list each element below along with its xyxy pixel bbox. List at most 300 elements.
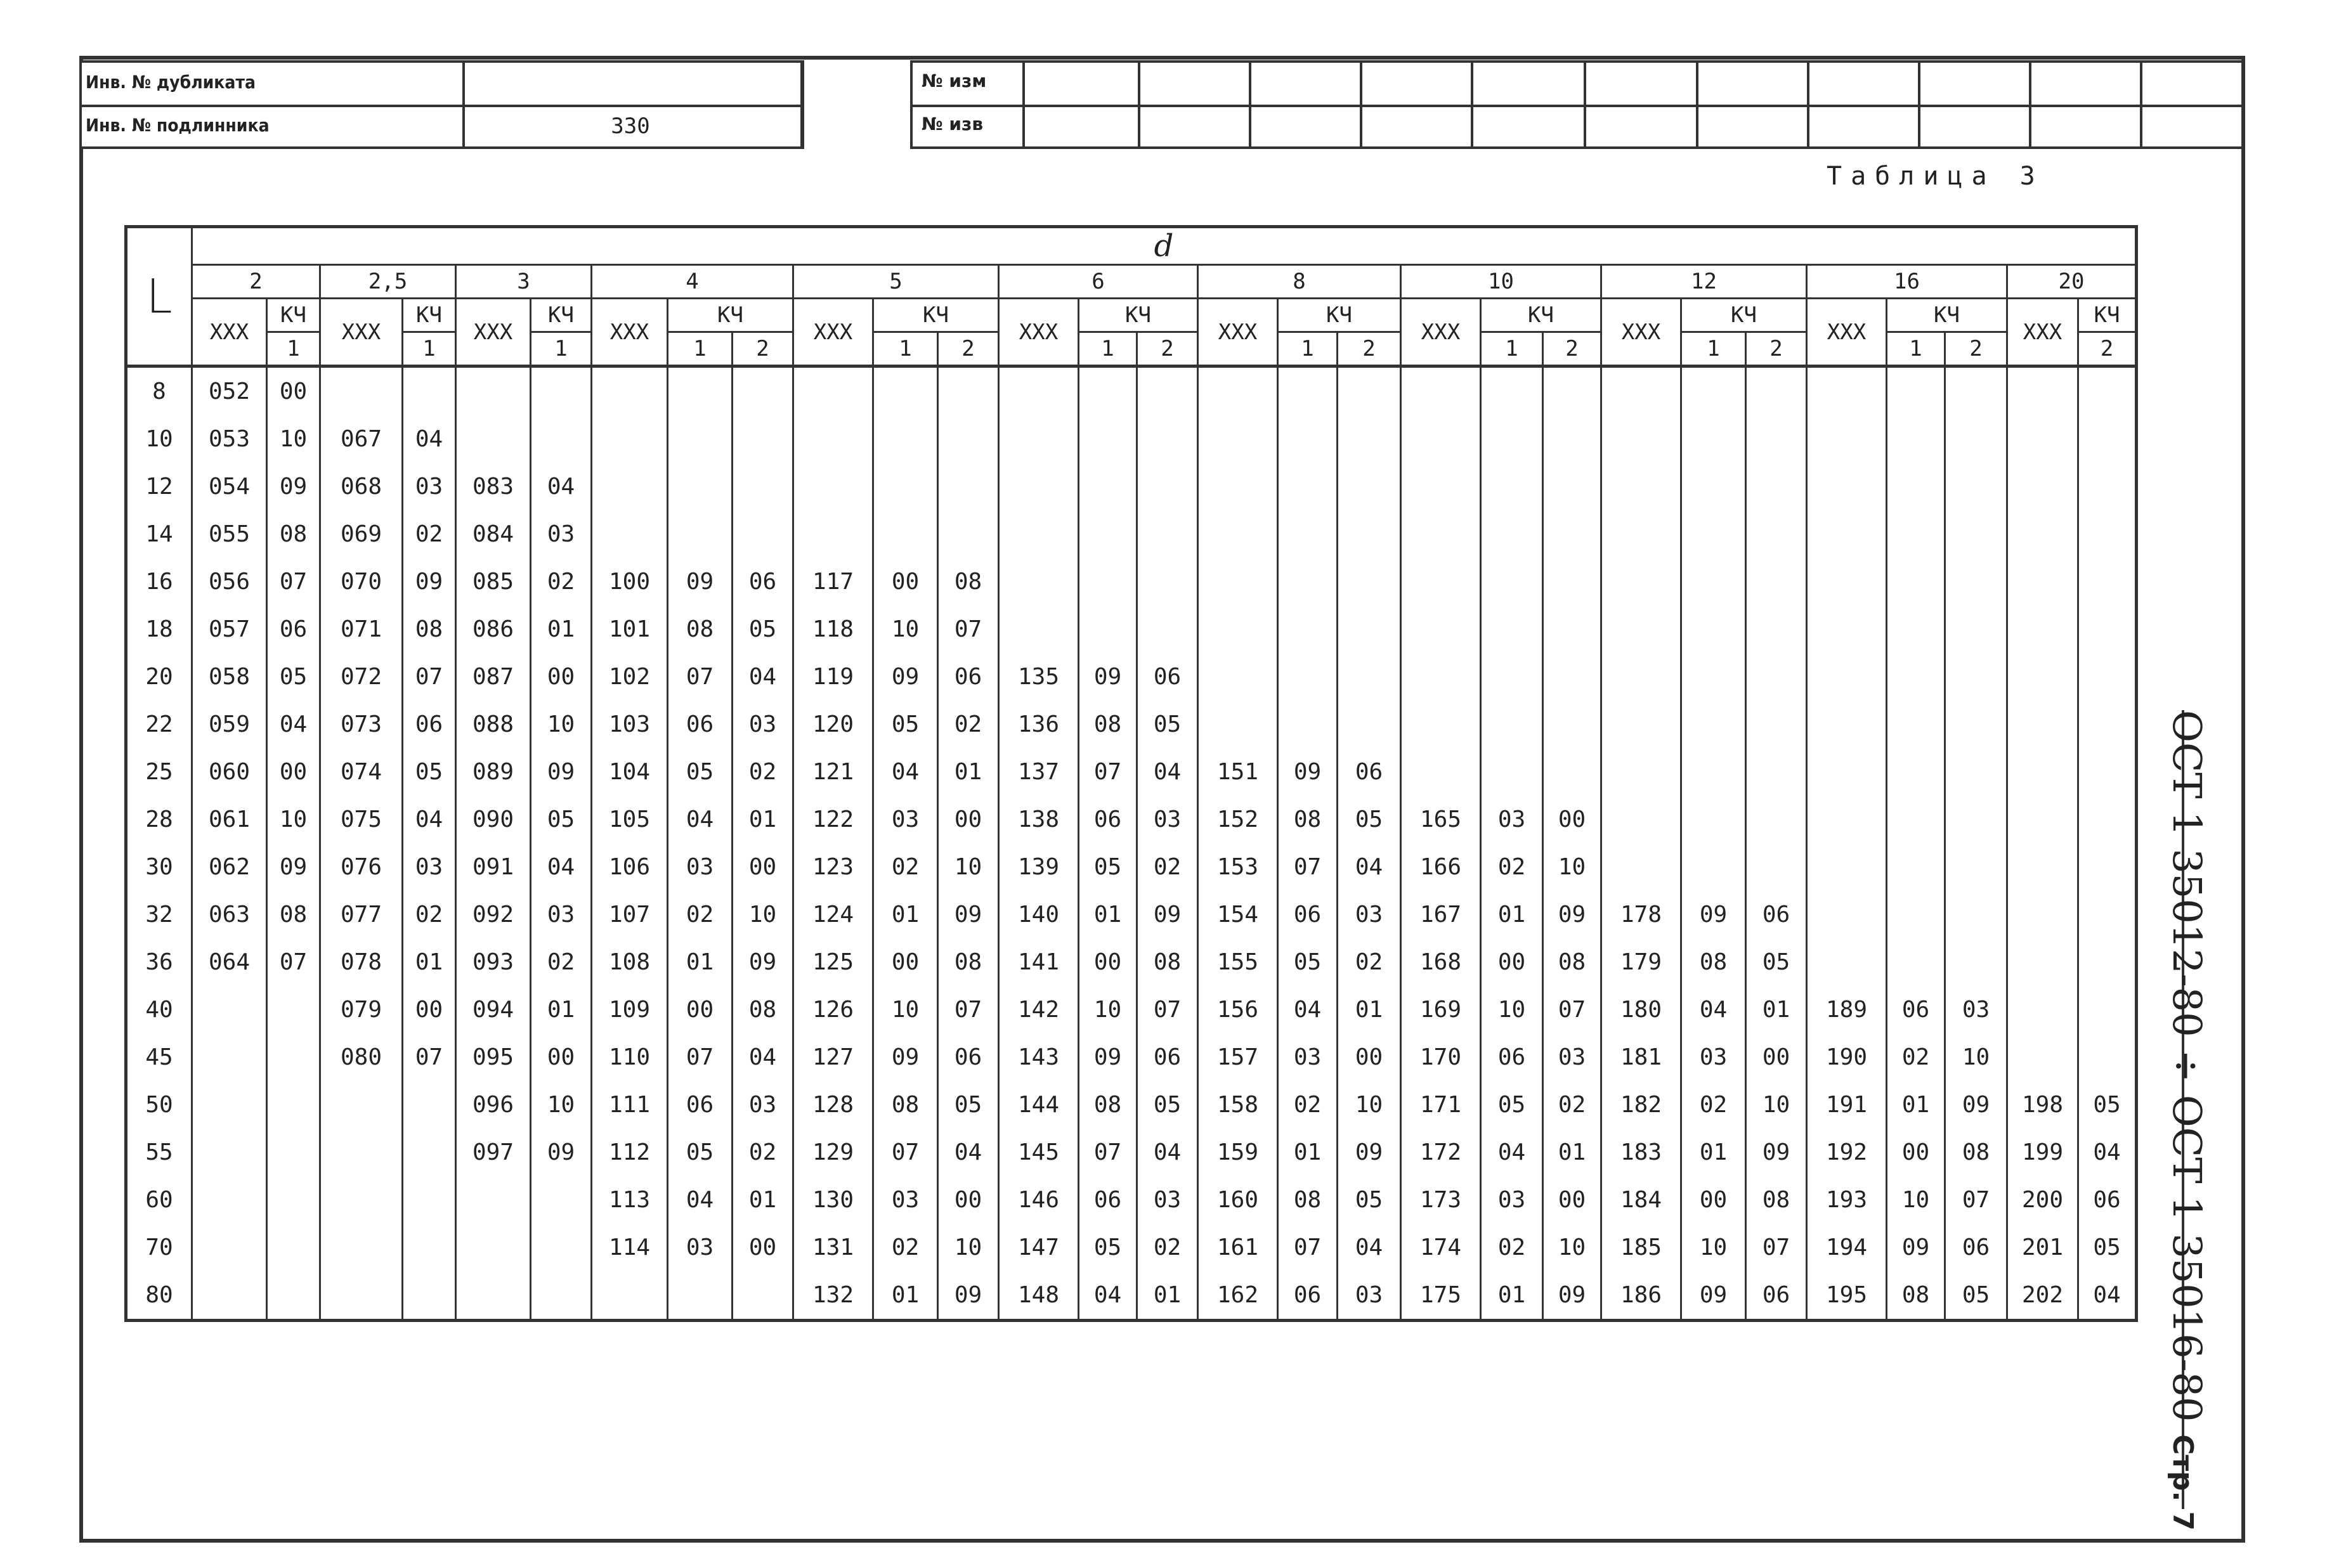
table-cell: 03 bbox=[733, 1081, 793, 1129]
table-cell bbox=[1945, 843, 2007, 891]
table-cell: 059 bbox=[192, 701, 267, 748]
table-cell: 03 bbox=[1481, 796, 1543, 843]
table-cell: 03 bbox=[733, 701, 793, 748]
table-cell bbox=[1945, 463, 2007, 510]
cell-length: 20 bbox=[126, 653, 192, 701]
table-cell bbox=[2078, 558, 2137, 606]
table-cell: 068 bbox=[320, 463, 403, 510]
table-cell: 09 bbox=[873, 653, 938, 701]
table-cell: 179 bbox=[1601, 938, 1681, 986]
table-cell bbox=[1338, 463, 1401, 510]
table-cell bbox=[1543, 415, 1601, 463]
table-cell: 07 bbox=[1746, 1224, 1807, 1271]
table-cell: 09 bbox=[267, 463, 320, 510]
inventory-stamp bbox=[79, 60, 804, 149]
table-cell: 04 bbox=[1338, 1224, 1401, 1271]
table-cell: 105 bbox=[592, 796, 668, 843]
header-diameter: 20 bbox=[2007, 265, 2137, 299]
table-cell: 09 bbox=[1945, 1081, 2007, 1129]
table-cell bbox=[1807, 938, 1887, 986]
table-cell: 108 bbox=[592, 938, 668, 986]
table-cell: 169 bbox=[1401, 986, 1481, 1033]
table-cell: 180 bbox=[1601, 986, 1681, 1033]
table-cell: 05 bbox=[1945, 1271, 2007, 1321]
stamp-col-line bbox=[2029, 63, 2031, 146]
table-cell bbox=[1887, 891, 1945, 938]
table-cell bbox=[2007, 891, 2078, 938]
table-cell bbox=[1807, 463, 1887, 510]
table-cell bbox=[1481, 558, 1543, 606]
table-cell: 09 bbox=[1079, 653, 1137, 701]
table-cell: 08 bbox=[267, 510, 320, 558]
table-cell: 074 bbox=[320, 748, 403, 796]
table-cell bbox=[1681, 796, 1746, 843]
table-cell bbox=[1681, 653, 1746, 701]
table-cell bbox=[1681, 463, 1746, 510]
table-cell: 06 bbox=[1481, 1033, 1543, 1081]
table-cell: 101 bbox=[592, 606, 668, 653]
table-cell bbox=[1481, 653, 1543, 701]
table-cell bbox=[1945, 510, 2007, 558]
table-cell: 140 bbox=[999, 891, 1079, 938]
side-designation bbox=[2164, 710, 2210, 1531]
table-cell bbox=[456, 1224, 531, 1271]
table-row bbox=[126, 653, 2137, 701]
table-cell: 05 bbox=[1338, 796, 1401, 843]
table-cell: 01 bbox=[1137, 1271, 1198, 1321]
table-cell: 06 bbox=[1278, 891, 1338, 938]
table-cell bbox=[192, 1129, 267, 1176]
table-cell bbox=[1198, 463, 1278, 510]
table-cell bbox=[1746, 701, 1807, 748]
table-cell: 057 bbox=[192, 606, 267, 653]
table-cell: 071 bbox=[320, 606, 403, 653]
table-cell: 04 bbox=[267, 701, 320, 748]
table-cell: 190 bbox=[1807, 1033, 1887, 1081]
table-cell bbox=[192, 1176, 267, 1224]
table-cell bbox=[320, 1224, 403, 1271]
cell-length: 55 bbox=[126, 1129, 192, 1176]
table-cell bbox=[1338, 653, 1401, 701]
table-cell: 03 bbox=[403, 463, 456, 510]
table-cell: 079 bbox=[320, 986, 403, 1033]
table-cell bbox=[793, 415, 873, 463]
table-cell bbox=[2078, 891, 2137, 938]
table-cell bbox=[1079, 606, 1137, 653]
table-row bbox=[126, 843, 2137, 891]
table-cell bbox=[938, 510, 999, 558]
table-cell: 162 bbox=[1198, 1271, 1278, 1321]
table-cell: 08 bbox=[1278, 1176, 1338, 1224]
table-cell: 172 bbox=[1401, 1129, 1481, 1176]
table-cell: 184 bbox=[1601, 1176, 1681, 1224]
table-cell bbox=[1807, 653, 1887, 701]
table-cell: 07 bbox=[1945, 1176, 2007, 1224]
table-cell bbox=[1543, 748, 1601, 796]
table-cell bbox=[1338, 366, 1401, 416]
table-cell bbox=[1137, 415, 1198, 463]
table-cell bbox=[1807, 366, 1887, 416]
table-cell: 118 bbox=[793, 606, 873, 653]
table-cell: 07 bbox=[267, 938, 320, 986]
table-cell bbox=[1543, 701, 1601, 748]
table-cell: 04 bbox=[2078, 1129, 2137, 1176]
header-kch-sub: 1 bbox=[1887, 332, 1945, 366]
table-cell: 09 bbox=[1543, 891, 1601, 938]
table-cell: 129 bbox=[793, 1129, 873, 1176]
table-cell: 07 bbox=[1278, 1224, 1338, 1271]
header-kch: КЧ bbox=[1887, 299, 2007, 332]
table-cell: 07 bbox=[1278, 843, 1338, 891]
table-cell: 111 bbox=[592, 1081, 668, 1129]
table-cell bbox=[1401, 558, 1481, 606]
table-cell: 09 bbox=[531, 748, 592, 796]
table-cell: 08 bbox=[668, 606, 733, 653]
table-cell bbox=[1278, 606, 1338, 653]
table-cell: 085 bbox=[456, 558, 531, 606]
table-cell: 00 bbox=[733, 1224, 793, 1271]
table-cell bbox=[873, 510, 938, 558]
table-cell: 130 bbox=[793, 1176, 873, 1224]
table-row bbox=[126, 938, 2137, 986]
revision-stamp bbox=[910, 60, 2245, 149]
table-cell bbox=[873, 366, 938, 416]
table-cell bbox=[1601, 843, 1681, 891]
stamp-col-line bbox=[1584, 63, 1586, 146]
table-cell: 090 bbox=[456, 796, 531, 843]
table-cell bbox=[1338, 510, 1401, 558]
table-cell bbox=[2078, 701, 2137, 748]
table-cell bbox=[1278, 558, 1338, 606]
table-cell bbox=[1079, 415, 1137, 463]
table-row bbox=[126, 891, 2137, 938]
table-cell: 10 bbox=[1338, 1081, 1401, 1129]
table-cell: 200 bbox=[2007, 1176, 2078, 1224]
table-cell: 00 bbox=[1481, 938, 1543, 986]
table-cell bbox=[592, 1271, 668, 1321]
table-cell: 08 bbox=[1278, 796, 1338, 843]
table-cell: 03 bbox=[668, 843, 733, 891]
table-cell bbox=[1887, 653, 1945, 701]
table-row bbox=[126, 1224, 2137, 1271]
table-cell: 00 bbox=[1338, 1033, 1401, 1081]
header-diameter: 12 bbox=[1601, 265, 1807, 299]
table-cell bbox=[1481, 366, 1543, 416]
table-cell bbox=[1945, 748, 2007, 796]
table-cell: 09 bbox=[1079, 1033, 1137, 1081]
table-cell bbox=[320, 1271, 403, 1321]
table-cell: 04 bbox=[668, 1176, 733, 1224]
table-cell: 10 bbox=[267, 415, 320, 463]
table-cell: 156 bbox=[1198, 986, 1278, 1033]
table-cell: 05 bbox=[2078, 1081, 2137, 1129]
table-cell: 04 bbox=[1481, 1129, 1543, 1176]
table-cell: 120 bbox=[793, 701, 873, 748]
table-cell bbox=[1543, 653, 1601, 701]
table-cell: 195 bbox=[1807, 1271, 1887, 1321]
header-xxx: ХХХ bbox=[1401, 299, 1481, 366]
table-cell bbox=[403, 1224, 456, 1271]
table-cell: 09 bbox=[733, 938, 793, 986]
table-cell: 01 bbox=[733, 796, 793, 843]
table-cell: 053 bbox=[192, 415, 267, 463]
table-cell: 05 bbox=[1481, 1081, 1543, 1129]
table-cell: 02 bbox=[1338, 938, 1401, 986]
table-cell bbox=[1601, 463, 1681, 510]
table-cell bbox=[2078, 510, 2137, 558]
header-xxx: ХХХ bbox=[1198, 299, 1278, 366]
table-cell bbox=[1198, 510, 1278, 558]
table-cell: 06 bbox=[1945, 1224, 2007, 1271]
header-xxx: ХХХ bbox=[1807, 299, 1887, 366]
header-kch: КЧ bbox=[1079, 299, 1198, 332]
table-cell bbox=[1746, 748, 1807, 796]
table-cell: 064 bbox=[192, 938, 267, 986]
table-row bbox=[126, 606, 2137, 653]
table-cell: 10 bbox=[873, 606, 938, 653]
table-cell: 08 bbox=[938, 938, 999, 986]
header-kch-sub: 1 bbox=[403, 332, 456, 366]
table-cell bbox=[267, 1271, 320, 1321]
table-cell bbox=[1746, 606, 1807, 653]
table-cell: 02 bbox=[1278, 1081, 1338, 1129]
stamp-col-line bbox=[2140, 63, 2142, 146]
table-cell: 09 bbox=[1681, 891, 1746, 938]
table-cell bbox=[938, 463, 999, 510]
table-cell bbox=[1338, 415, 1401, 463]
table-cell: 077 bbox=[320, 891, 403, 938]
table-cell bbox=[1079, 558, 1137, 606]
table-row bbox=[126, 748, 2137, 796]
table-cell bbox=[1137, 463, 1198, 510]
header-diameter: 8 bbox=[1198, 265, 1401, 299]
inv-podlinnik-label: Инв. № подлинника bbox=[86, 115, 270, 136]
table-cell: 03 bbox=[1338, 891, 1401, 938]
header-kch: КЧ bbox=[668, 299, 793, 332]
table-cell bbox=[1278, 510, 1338, 558]
table-cell: 113 bbox=[592, 1176, 668, 1224]
table-cell: 05 bbox=[668, 1129, 733, 1176]
table-cell: 04 bbox=[1137, 748, 1198, 796]
table-cell bbox=[1338, 606, 1401, 653]
table-cell bbox=[2078, 843, 2137, 891]
table-cell: 07 bbox=[873, 1129, 938, 1176]
table-cell: 166 bbox=[1401, 843, 1481, 891]
table-cell: 03 bbox=[1137, 1176, 1198, 1224]
table-cell: 144 bbox=[999, 1081, 1079, 1129]
table-cell bbox=[2007, 606, 2078, 653]
table-cell: 173 bbox=[1401, 1176, 1481, 1224]
table-cell bbox=[1137, 606, 1198, 653]
cell-length: 14 bbox=[126, 510, 192, 558]
table-cell bbox=[592, 366, 668, 416]
stamp-col-line bbox=[1696, 63, 1698, 146]
table-cell bbox=[938, 366, 999, 416]
table-cell: 03 bbox=[531, 891, 592, 938]
table-cell: 02 bbox=[1543, 1081, 1601, 1129]
table-cell: 02 bbox=[531, 558, 592, 606]
table-cell: 109 bbox=[592, 986, 668, 1033]
table-cell: 086 bbox=[456, 606, 531, 653]
table-cell: 08 bbox=[403, 606, 456, 653]
table-cell: 165 bbox=[1401, 796, 1481, 843]
table-row bbox=[126, 558, 2137, 606]
header-kch: КЧ bbox=[403, 299, 456, 332]
cell-length: 60 bbox=[126, 1176, 192, 1224]
table-cell bbox=[1681, 701, 1746, 748]
table-row bbox=[126, 366, 2137, 416]
table-cell: 04 bbox=[733, 1033, 793, 1081]
table-cell bbox=[1887, 366, 1945, 416]
header-L: L bbox=[126, 227, 192, 366]
table-cell bbox=[531, 1271, 592, 1321]
table-cell bbox=[456, 1176, 531, 1224]
table-row bbox=[126, 415, 2137, 463]
table-cell: 02 bbox=[403, 510, 456, 558]
table-cell bbox=[1746, 415, 1807, 463]
header-xxx: ХХХ bbox=[192, 299, 267, 366]
cell-length: 16 bbox=[126, 558, 192, 606]
header-kch-sub: 2 bbox=[1338, 332, 1401, 366]
table-cell bbox=[456, 366, 531, 416]
table-cell: 075 bbox=[320, 796, 403, 843]
table-cell bbox=[2078, 796, 2137, 843]
header-kch: КЧ bbox=[531, 299, 592, 332]
table-cell: 05 bbox=[531, 796, 592, 843]
table-cell bbox=[999, 366, 1079, 416]
table-cell: 07 bbox=[1079, 748, 1137, 796]
table-cell bbox=[2078, 366, 2137, 416]
header-kch-sub: 2 bbox=[938, 332, 999, 366]
table-cell bbox=[999, 510, 1079, 558]
table-cell bbox=[1278, 463, 1338, 510]
header-kch: КЧ bbox=[873, 299, 999, 332]
cell-length: 70 bbox=[126, 1224, 192, 1271]
table-cell bbox=[1198, 653, 1278, 701]
header-kch-sub: 1 bbox=[1481, 332, 1543, 366]
table-cell: 201 bbox=[2007, 1224, 2078, 1271]
table-cell bbox=[1601, 606, 1681, 653]
table-cell bbox=[1681, 415, 1746, 463]
table-cell: 07 bbox=[1137, 986, 1198, 1033]
table-cell: 02 bbox=[668, 891, 733, 938]
table-cell: 104 bbox=[592, 748, 668, 796]
table-cell: 128 bbox=[793, 1081, 873, 1129]
cell-length: 25 bbox=[126, 748, 192, 796]
table-cell bbox=[1401, 510, 1481, 558]
table-cell: 01 bbox=[1278, 1129, 1338, 1176]
table-cell: 00 bbox=[938, 796, 999, 843]
table-cell: 01 bbox=[1746, 986, 1807, 1033]
table-cell bbox=[1945, 653, 2007, 701]
table-cell bbox=[1401, 606, 1481, 653]
table-cell: 198 bbox=[2007, 1081, 2078, 1129]
table-cell: 01 bbox=[531, 986, 592, 1033]
table-cell: 08 bbox=[1681, 938, 1746, 986]
table-cell bbox=[403, 1271, 456, 1321]
table-cell bbox=[1338, 701, 1401, 748]
table-cell bbox=[1746, 843, 1807, 891]
table-cell bbox=[1807, 415, 1887, 463]
table-cell bbox=[1807, 558, 1887, 606]
table-cell bbox=[403, 1129, 456, 1176]
table-cell: 05 bbox=[1278, 938, 1338, 986]
table-cell: 157 bbox=[1198, 1033, 1278, 1081]
header-xxx: ХХХ bbox=[999, 299, 1079, 366]
table-row bbox=[126, 1033, 2137, 1081]
table-cell bbox=[1746, 558, 1807, 606]
stamp-hline bbox=[913, 105, 2241, 107]
header-kch-sub: 1 bbox=[1278, 332, 1338, 366]
table-cell bbox=[2078, 463, 2137, 510]
table-cell: 01 bbox=[1481, 1271, 1543, 1321]
table-cell: 00 bbox=[1543, 1176, 1601, 1224]
table-cell: 06 bbox=[2078, 1176, 2137, 1224]
table-cell: 10 bbox=[267, 796, 320, 843]
table-cell bbox=[999, 463, 1079, 510]
table-cell bbox=[1137, 366, 1198, 416]
cell-length: 80 bbox=[126, 1271, 192, 1321]
header-kch-sub: 1 bbox=[1079, 332, 1137, 366]
table-cell bbox=[192, 1081, 267, 1129]
table-cell bbox=[267, 1081, 320, 1129]
header-diameter: 16 bbox=[1807, 265, 2007, 299]
stamp-row-dublikat bbox=[82, 63, 800, 107]
table-cell: 08 bbox=[1079, 701, 1137, 748]
table-row bbox=[126, 510, 2137, 558]
table-cell: 04 bbox=[1079, 1271, 1137, 1321]
table-cell bbox=[531, 366, 592, 416]
header-xxx: ХХХ bbox=[320, 299, 403, 366]
table-cell bbox=[1807, 606, 1887, 653]
table-cell: 04 bbox=[1278, 986, 1338, 1033]
table-cell: 154 bbox=[1198, 891, 1278, 938]
table-cell bbox=[1807, 701, 1887, 748]
table-cell: 06 bbox=[1278, 1271, 1338, 1321]
table-cell: 02 bbox=[733, 1129, 793, 1176]
inv-podlinnik-value: 330 bbox=[611, 113, 650, 139]
table-cell bbox=[733, 366, 793, 416]
table-cell: 110 bbox=[592, 1033, 668, 1081]
header-kch-sub: 1 bbox=[531, 332, 592, 366]
table-cell: 170 bbox=[1401, 1033, 1481, 1081]
table-cell bbox=[1079, 463, 1137, 510]
table-cell: 09 bbox=[267, 843, 320, 891]
table-cell: 02 bbox=[873, 1224, 938, 1271]
header-row-codes bbox=[126, 299, 2137, 332]
table-cell: 00 bbox=[531, 653, 592, 701]
table-cell: 123 bbox=[793, 843, 873, 891]
table-cell: 175 bbox=[1401, 1271, 1481, 1321]
table-cell: 08 bbox=[267, 891, 320, 938]
table-cell bbox=[873, 463, 938, 510]
inv-dublikat-label: Инв. № дубликата bbox=[86, 72, 256, 93]
table-cell: 096 bbox=[456, 1081, 531, 1129]
table-cell bbox=[1746, 463, 1807, 510]
table-cell: 05 bbox=[938, 1081, 999, 1129]
table-cell: 04 bbox=[2078, 1271, 2137, 1321]
stamp-col-line bbox=[1918, 63, 1920, 146]
table-cell: 06 bbox=[1137, 1033, 1198, 1081]
table-cell: 01 bbox=[1481, 891, 1543, 938]
table-cell: 05 bbox=[873, 701, 938, 748]
table-cell: 06 bbox=[668, 701, 733, 748]
header-d: d bbox=[192, 227, 2137, 265]
table-cell bbox=[1481, 510, 1543, 558]
table-cell: 191 bbox=[1807, 1081, 1887, 1129]
table-cell: 174 bbox=[1401, 1224, 1481, 1271]
table-cell: 02 bbox=[531, 938, 592, 986]
